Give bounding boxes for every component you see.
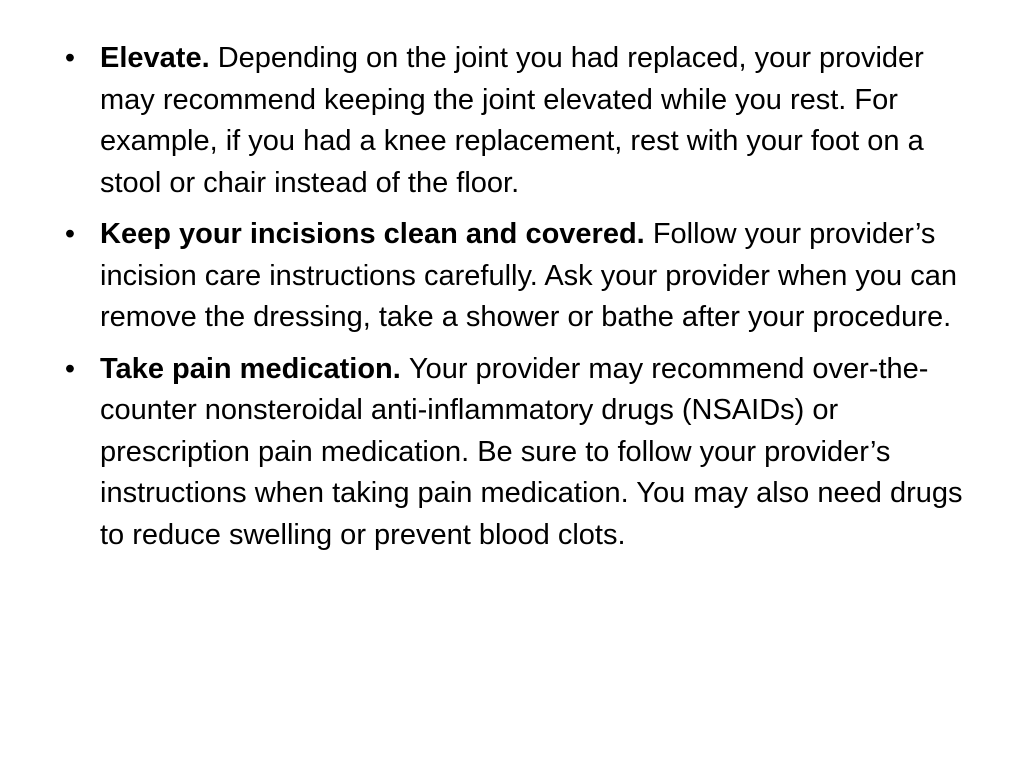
bullet-text: Depending on the joint you had replaced, your provider may recommend keeping the joint elevated while you rest. For example, if you had a knee replacement, rest with your foot on a stool or chair instead of the floor. <box>100 42 924 199</box>
bullet-heading: Keep your incisions clean and covered. <box>100 218 653 250</box>
bullet-item-incisions <box>58 214 970 339</box>
bullet-dot-icon: • <box>64 218 76 250</box>
bullet-item-pain-medication <box>58 349 970 557</box>
bullet-text: Follow your provider’s incision care instructions carefully. Ask your provider when you can remove the dressing, take a shower or bathe after your procedure. <box>100 218 957 333</box>
bullet-heading: Take pain medication. <box>100 352 409 385</box>
bullet-text: Your provider may recommend over-the-counter nonsteroidal anti-inflammatory drugs (NSAIDs) or prescription pain medication. Be sure to follow your provider’s instructions when taking pain medication. You may also need drugs to reduce swelling or prevent blood clots. <box>100 352 963 551</box>
bullet-list <box>58 38 970 566</box>
bullet-dot-icon: • <box>64 42 76 74</box>
bullet-heading: Elevate. <box>100 42 218 74</box>
bullet-dot-icon: • <box>64 352 76 385</box>
bullet-item-elevate <box>58 38 970 204</box>
